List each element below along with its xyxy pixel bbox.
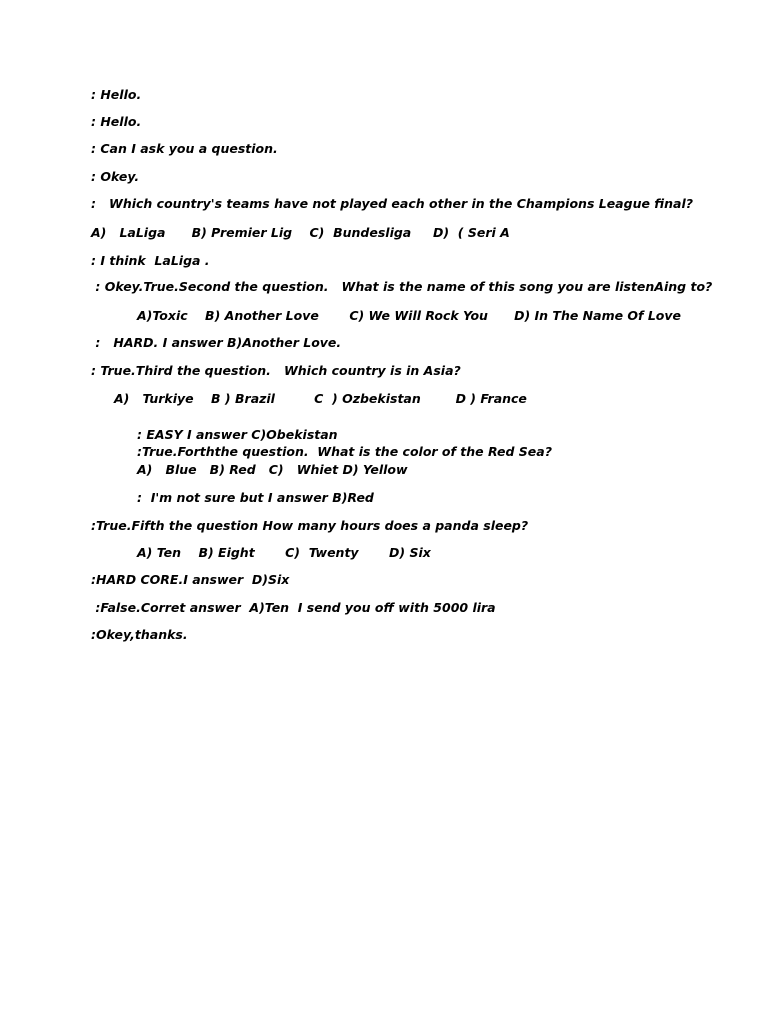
- result-line: :False.Corret answer A)Ten I send you off with 5000 lira: [91, 600, 496, 615]
- question-3: : True.Third the question. Which country is in Asia?: [91, 363, 461, 378]
- question-1-options: A) LaLiga B) Premier Lig C) Bundesliga D) ( Seri A: [91, 225, 510, 240]
- dialogue-line-okey: : Okey.: [91, 169, 140, 184]
- answer-1: : I think LaLiga .: [91, 253, 210, 268]
- question-4: :True.Forththe question. What is the color of the Red Sea?: [137, 444, 552, 459]
- dialogue-line-hello-1: : Hello.: [91, 87, 142, 102]
- dialogue-line-hello-2: : Hello.: [91, 114, 142, 129]
- question-3-options: A) Turkiye B ) Brazil C ) Ozbekistan D ) France: [114, 391, 527, 406]
- question-5-options: A) Ten B) Eight C) Twenty D) Six: [137, 545, 431, 560]
- answer-3: : EASY I answer C)Obekistan: [137, 427, 338, 442]
- question-2: : Okey.True.Second the question. What is the name of this song you are listenAing to?: [91, 279, 713, 294]
- question-1: : Which country's teams have not played each other in the Champions League final?: [91, 196, 694, 211]
- question-4-options: A) Blue B) Red C) Whiet D) Yellow: [137, 462, 408, 477]
- answer-2: : HARD. I answer B)Another Love.: [91, 335, 342, 350]
- closing-line: :Okey,thanks.: [91, 627, 188, 642]
- dialogue-line-ask-question: : Can I ask you a question.: [91, 141, 278, 156]
- question-2-options: A)Toxic B) Another Love C) We Will Rock You D) In The Name Of Love: [137, 308, 682, 323]
- answer-5: :HARD CORE.I answer D)Six: [91, 572, 290, 587]
- question-5: :True.Fifth the question How many hours does a panda sleep?: [91, 518, 529, 533]
- answer-4: : I'm not sure but I answer B)Red: [137, 490, 374, 505]
